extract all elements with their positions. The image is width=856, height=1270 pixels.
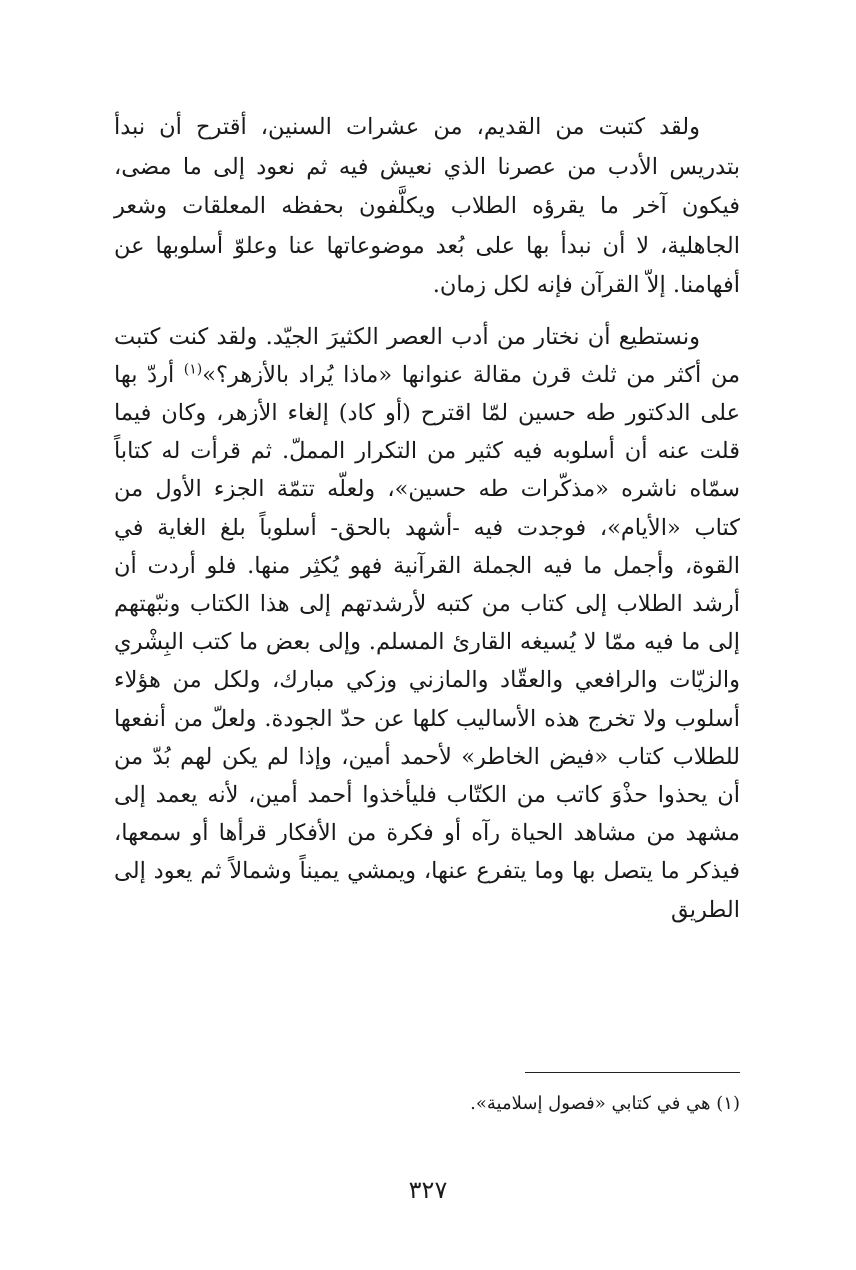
paragraph-2: [114, 318, 740, 929]
footnote-marker: (١): [183, 361, 203, 378]
paragraph-1: ولقد كتبت من القديم، من عشرات السنين، أقترح أن نبدأ بتدريس الأدب من عصرنا الذي نعيش فيه ثم نعود إلى ما مضى، فيكون آخر ما يقرؤه الطلاب ويكلَّفون بحفظه المعلقات وشعر الجاهلية، لا أن نبدأ بها على بُعد موضوعاتها عنا وعلوّ أسلوبها عن أفهامنا. إلاّ القرآن فإنه لكل زمان.: [114, 114, 740, 298]
paragraph-2-text-before-footnote: ونستطيع أن نختار من أدب العصر الكثيرَ الجيّد. ولقد كنت كتبت من أكثر من ثلث قرن مقالة عنوانها «ماذا يُراد بالأزهر؟»: [114, 323, 741, 388]
footnote: (١) هي في كتابي «فصول إسلامية».: [470, 1093, 740, 1114]
body-text: [114, 108, 740, 929]
page-number: ٣٢٧: [408, 1176, 448, 1204]
paragraph-2-text-after-footnote: أردّ بها على الدكتور طه حسين لمّا اقترح (أو كاد) إلغاء الأزهر، وكان فيما قلت عنه أن أسلوبه فيه كثير من التكرار المملّ. ثم قرأت له كتاباً سمّاه ناشره «مذكّرات طه حسين»، ولعلّه تتمّة الجزء الأول من كتاب «الأيام»، فوجدت فيه -أشهد بالحق- أسلوباً بلغ الغاية في القوة، وأجمل ما فيه الجملة القرآنية فهو يُكثِر منها. فلو أردت أن أرشد الطلاب إلى كتاب من كتبه لأرشدتهم إلى هذا الكتاب ونبّهتهم إلى ما فيه ممّا لا يُسيغه القارئ المسلم. وإلى بعض ما كتب البِشْري والزيّات والرافعي والعقّاد والمازني وزكي مبارك، ولكل من هؤلاء أسلوب ولا تخرج هذه الأساليب كلها عن حدّ الجودة. ولعلّ من أنفعها للطلاب كتاب «فيض الخاطر» لأحمد أمين، وإذا لم يكن لهم بُدّ من أن يحذوا حذْوَ كاتب من الكتّاب فليأخذوا أحمد أمين، لأنه يعمد إلى مشهد من مشاهد الحياة رآه أو فكرة من الأفكار قرأها أو سمعها، فيذكر ما يتصل بها وما يتفرع عنها، ويمشي يميناً وشمالاً ثم يعود إلى الطريق: [114, 361, 740, 923]
footnote-divider: [525, 1072, 740, 1073]
